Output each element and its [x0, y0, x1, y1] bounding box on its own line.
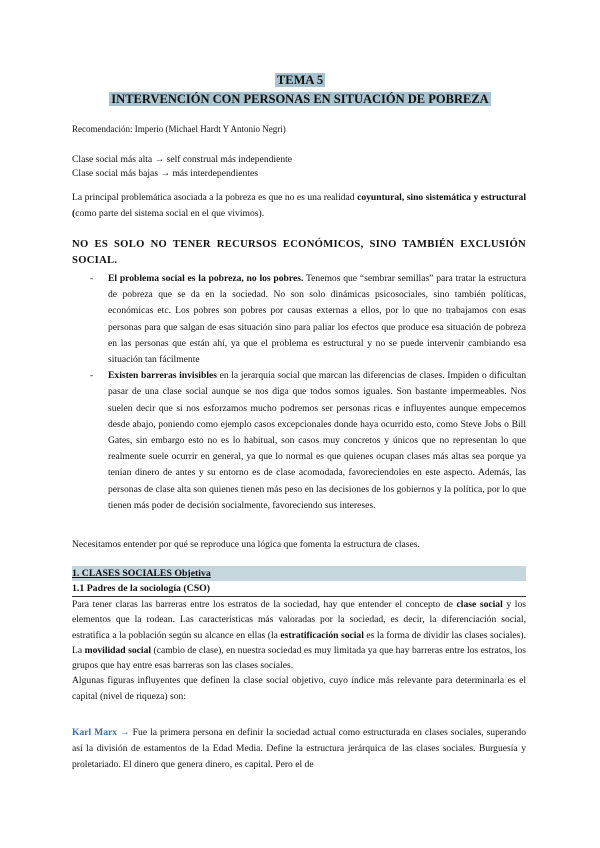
bullet-bold: Existen barreras invisibles [108, 370, 217, 382]
body-text: (cambio de clase), en nuestra sociedad es muy limitada ya que hay barreras entre los estratos, los grupos que hay entre esas barreras son las clases sociales. [72, 644, 526, 672]
bullet-item [72, 271, 526, 368]
bullet-item [72, 368, 526, 514]
section-heading: NO ES SOLO NO TENER RECURSOS ECONÓMICOS, SINO TAMBIÉN EXCLUSIÓN SOCIAL. [72, 239, 526, 266]
need-paragraph: Necesitamos entender por qué se reproduce una lógica que fomenta la estructura de clases. [72, 539, 420, 550]
bullet-text: en la jerarquía social que marcan las diferencias de clases. Impiden o dificultan pasar de una clase social aunque se nos diga que todos somos iguales. Son bastante impermeables. Nos suelen decir que si nos esforzamos mucho podremos ser personas ricas e influyentes aunque empecemos desde abajo, poniendo como ejemplo casos excepcionales donde haya ocurrido esto, como Steve Jobs o Bill Gates, sin embargo esto no es lo habitual, son casos muy concretos y únicos que no representan lo que realmente suele ocurrir en general, ya que lo normal es que quienes ocupan clases más altas sea porque ya tenían dinero de antes y su entorno es de clase acomodada, favoreciendoles en este aspecto. Además, las personas de clase alta son quienes tienen más peso en las decisiones de los gobiernos y la política, por lo que tienen más poder de decisión socialmente, favoreciendo sus intereses. [108, 370, 527, 511]
title-tema: TEMA 5 [276, 73, 324, 87]
section-1-title: 1. CLASES SOCIALES Objetiva [72, 568, 211, 579]
term-estratificacion: estratificación social [280, 629, 364, 641]
class-line-low: Clase social más bajas → más interdependientes [72, 168, 258, 179]
body-text: es la forma de dividir las clases sociales). La [72, 629, 526, 656]
term-movilidad: movilidad social [84, 644, 152, 656]
class-concept-paragraph [72, 597, 526, 704]
class-line-high: Clase social más alta → self construal más independiente [72, 154, 293, 165]
recommendation: Recomendación: Imperio (Michael Hardt Y Antonio Negri) [72, 124, 286, 134]
body-text: Para tener claras las barreras entre los estratos de la sociedad, hay que entender el concepto de [72, 599, 457, 610]
intro-paragraph [72, 190, 526, 221]
marx-text: Fue la primera persona en definir la sociedad actual como estructurada en clases sociales, superando así la división de estamentos de la Edad Media. Define la estructura jerárquica de las clases sociales. Burguesía y proletariado. El dinero que genera dinero, es capital. Pero el de [72, 727, 527, 770]
title-line-2 [0, 91, 600, 108]
bullet-bold: El problema social es la pobreza, no los pobres. [108, 273, 304, 284]
body-text: y los elementos que la rodean. Las características más valoradas por la sociedad, es decir, la diferenciación social, estratifica a la población según su alcance en ellas (la [72, 599, 526, 641]
term-clase-social: clase social [456, 599, 503, 610]
section-1-heading [72, 566, 526, 581]
body-text: Algunas figuras influyentes que definen la clase social objetivo, cuyo índice más relevante para determinarla es el capital (nivel de riqueza) son: [72, 675, 526, 702]
bullet-text: Tenemos que “sembrar semillas” para tratar la estructura de pobreza que se da en la sociedad. No son solo dinámicas psicosociales, sino también políticas, económicas etc. Los pobres son pobres por causas externas a ellos, por lo que no trabajamos con esas personas para que salgan de esas situación sino para paliar los efectos que produce esa situación de pobreza en las personas que están ahí, ya que el problema es estructural y no se puede intervenir cambiando esa situación tan fácilmente [108, 273, 526, 366]
intro-bold: coyuntural, sino sistemática y estructural ( [72, 192, 526, 219]
marx-paragraph [72, 725, 526, 773]
intro-text-1: La principal problemática asociada a la pobreza es que no es una realidad [72, 192, 358, 203]
intro-text-2: como parte del sistema social en el que vivimos). [75, 207, 265, 219]
title-intervencion: INTERVENCIÓN CON PERSONAS EN SITUACIÓN DE POBREZA [111, 92, 489, 106]
dash-marker: - [90, 370, 94, 382]
title-line-1 [0, 72, 600, 89]
bullet-list [72, 271, 526, 514]
dash-marker: - [90, 273, 94, 284]
marx-name: Karl Marx → [72, 727, 130, 738]
section-1-1-heading: 1.1 Padres de la sociología (CSO) [72, 581, 526, 597]
